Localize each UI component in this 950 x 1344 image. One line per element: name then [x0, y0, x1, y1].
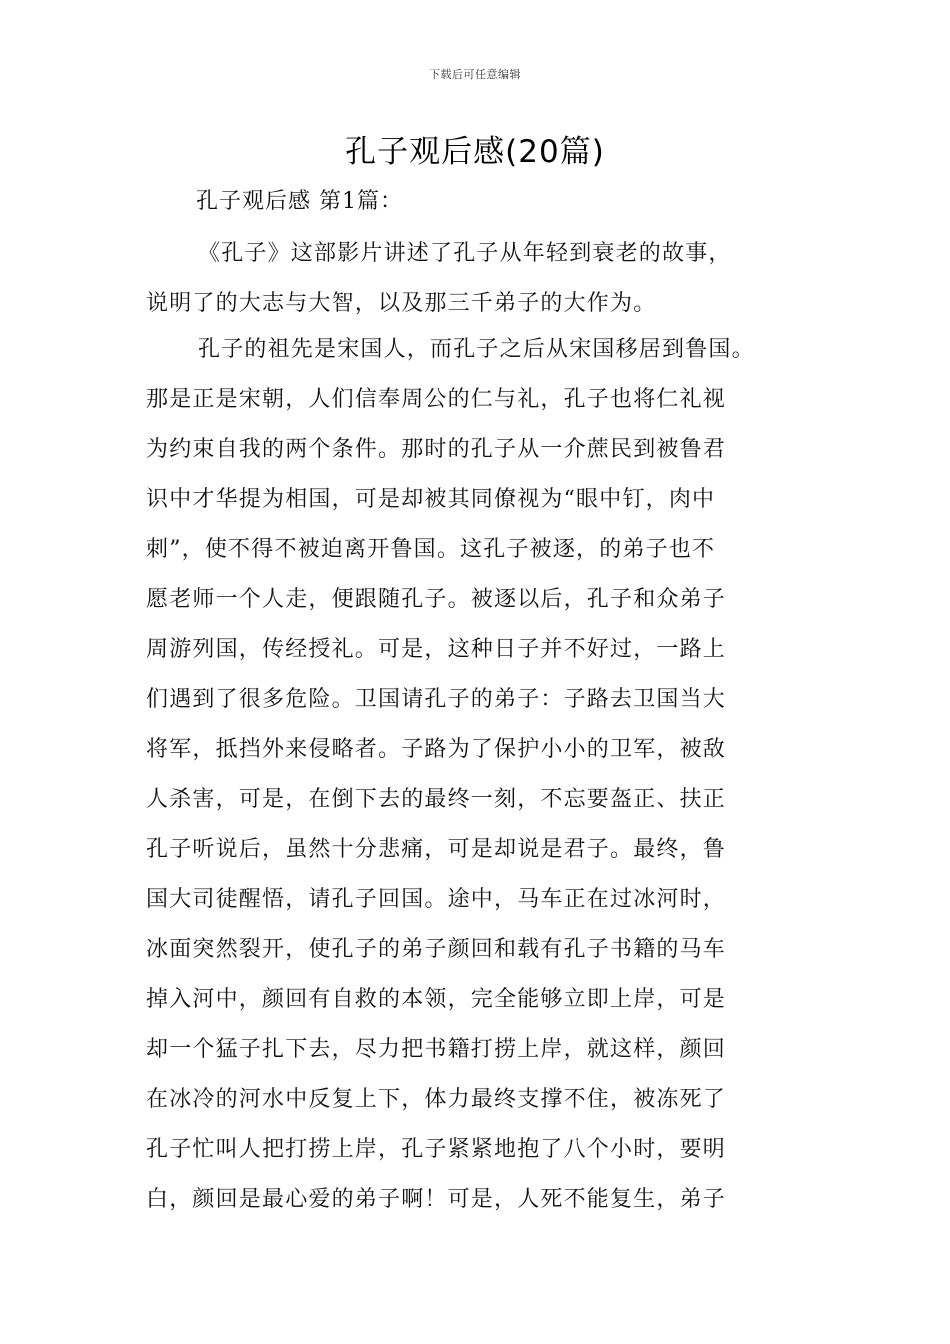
paragraph-line: 《孔子》这部影片讲述了孔子从年轻到衰老的故事， [198, 241, 732, 266]
paragraph-line: 将军，抵挡外来侵略者。子路为了保护小小的卫军，被敌 [146, 737, 727, 762]
paragraph-line: 白，颜回是最心爱的弟子啊！可是，人死不能复生，弟子 [146, 1187, 727, 1212]
paragraph-line: 说明了的大志与大智，以及那三千弟子的大作为。 [146, 291, 657, 316]
paragraph-line: 孔子忙叫人把打捞上岸，孔子紧紧地抱了八个小时，要明 [146, 1137, 727, 1162]
paragraph-line: 掉入河中，颜回有自救的本领，完全能够立即上岸，可是 [146, 987, 727, 1012]
paragraph-line: 刺”，使不得不被迫离开鲁国。这孔子被逐，的弟子也不 [146, 537, 716, 562]
paragraph-1 [146, 229, 816, 329]
header-note: 下载后可任意编辑 [429, 68, 521, 81]
section-heading: 孔子观后感 第1篇： [196, 189, 403, 214]
paragraph-line: 冰面突然裂开，使孔子的弟子颜回和载有孔子书籍的马车 [146, 937, 727, 962]
paragraph-line: 那是正是宋朝，人们信奉周公的仁与礼，孔子也将仁礼视 [146, 387, 727, 412]
paragraph-2 [146, 325, 816, 1225]
paragraph-line: 识中才华提为相国，可是却被其同僚视为“眼中钉，肉中 [146, 487, 716, 512]
paragraph-line: 在冰冷的河水中反复上下，体力最终支撑不住，被冻死了 [146, 1087, 727, 1112]
paragraph-line: 孔子的祖先是宋国人，而孔子之后从宋国移居到鲁国。 [198, 337, 755, 362]
paragraph-line: 孔子听说后，虽然十分悲痛，可是却说是君子。最终，鲁 [146, 837, 727, 862]
paragraph-line: 人杀害，可是，在倒下去的最终一刻，不忘要盔正、扶正 [146, 787, 727, 812]
paragraph-line: 们遇到了很多危险。卫国请孔子的弟子：子路去卫国当大 [146, 687, 727, 712]
paragraph-line: 愿老师一个人走，便跟随孔子。被逐以后，孔子和众弟子 [146, 587, 727, 612]
document-title: 孔子观后感(20篇) [345, 134, 605, 170]
paragraph-line: 为约束自我的两个条件。那时的孔子从一介蔗民到被鲁君 [146, 437, 727, 462]
paragraph-line: 却一个猛子扎下去，尽力把书籍打捞上岸，就这样，颜回 [146, 1037, 727, 1062]
paragraph-line: 周游列国，传经授礼。可是，这种日子并不好过，一路上 [146, 637, 727, 662]
paragraph-line: 国大司徒醒悟，请孔子回国。途中，马车正在过冰河时， [146, 887, 727, 912]
